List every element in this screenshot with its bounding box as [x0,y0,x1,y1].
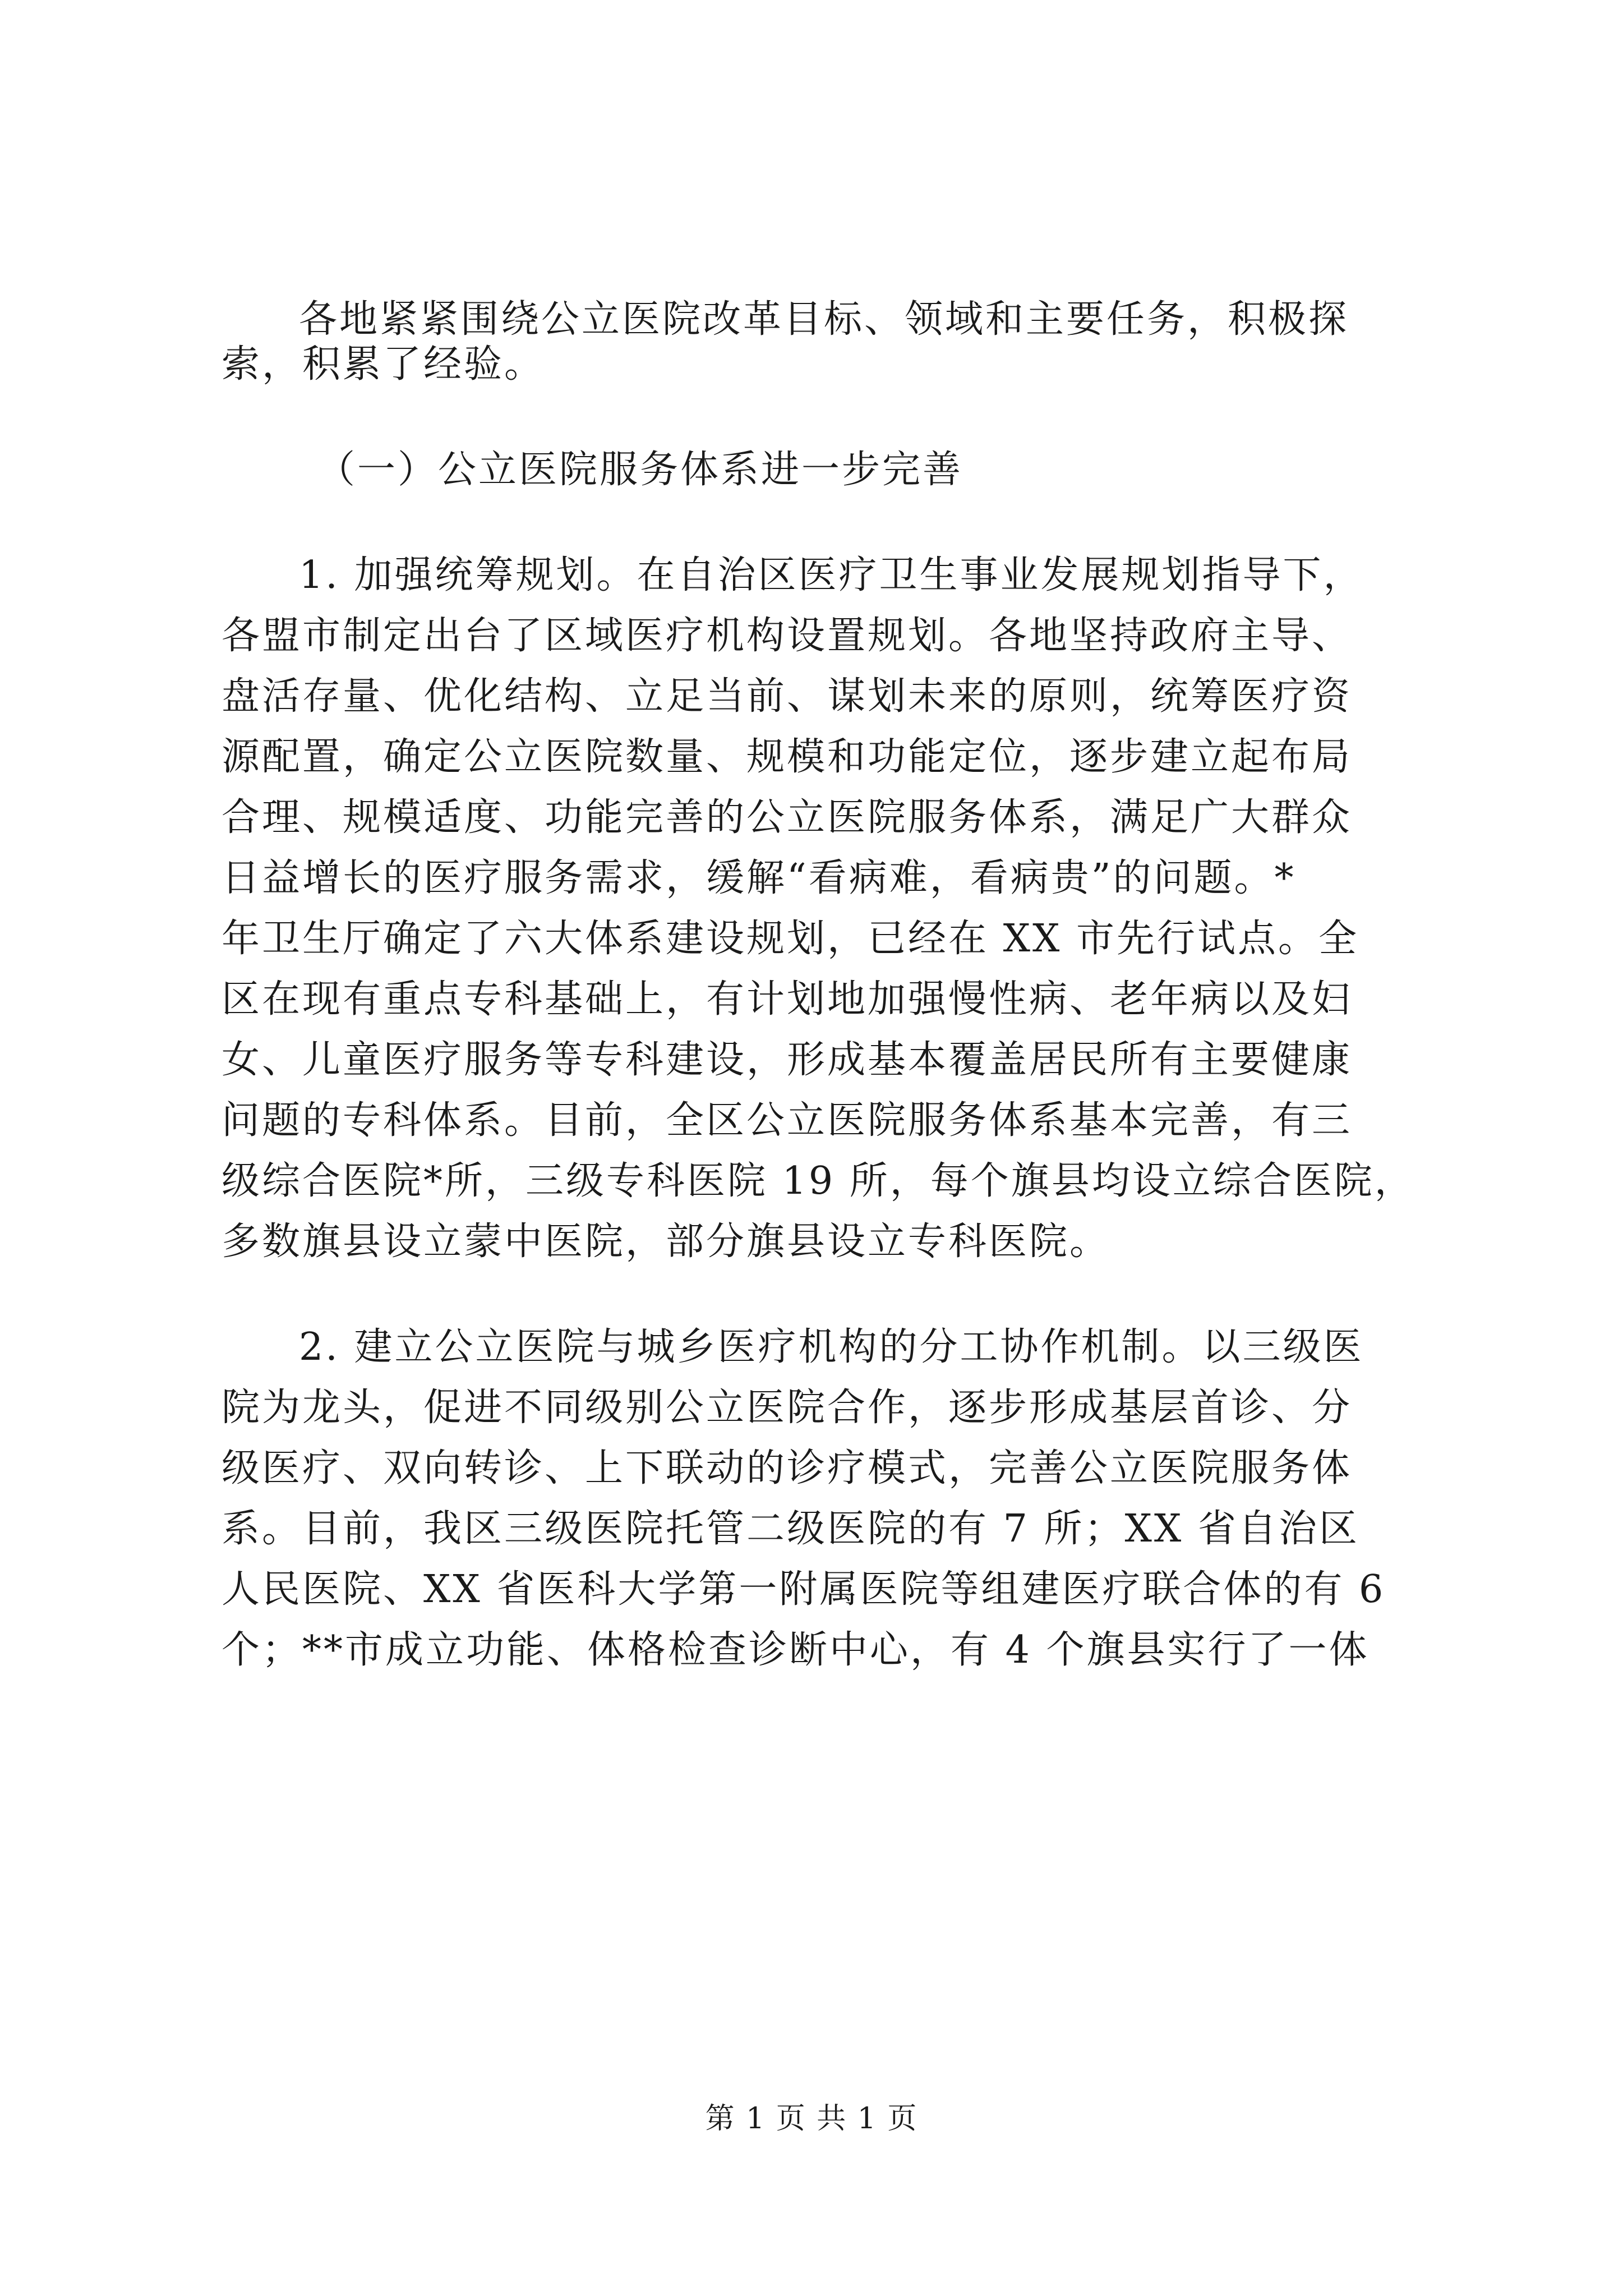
text-line: 合理、规模适度、功能完善的公立医院服务体系，满足广大群众 [222,795,1353,840]
paragraph-item-2 [222,1325,1410,1673]
text-line: 人民医院、XX 省医科大学第一附属医院等组建医疗联合体的有 6 [222,1567,1386,1612]
text-line: 源配置，确定公立医院数量、规模和功能定位，逐步建立起布局 [222,735,1353,779]
text-line: 个；**市成立功能、体格检查诊断中心，有 4 个旗县实行了一体 [222,1628,1370,1672]
text-line: 盘活存量、优化结构、立足当前、谋划未来的原则，统筹医疗资 [222,674,1353,719]
text-line: 2. 建立公立医院与城乡医疗机构的分工协作机制。以三级医 [299,1325,1364,1369]
page-number-label: 第 1 页 共 1 页 [705,2102,918,2136]
text-line: 1. 加强统筹规划。在自治区医疗卫生事业发展规划指导下， [299,553,1364,597]
text-line: 多数旗县设立蒙中医院，部分旗县设立专科医院。 [222,1220,1110,1264]
text-line: 女、儿童医疗服务等专科建设，形成基本覆盖居民所有主要健康 [222,1038,1353,1082]
text-line: 各盟市制定出台了区域医疗机构设置规划。各地坚持政府主导、 [222,614,1353,658]
text-line: 年卫生厅确定了六大体系建设规划，已经在 XX 市先行试点。全 [222,917,1359,961]
text-line: 索，积累了经验。 [222,342,545,386]
text-line: 系。目前，我区三级医院托管二级医院的有 7 所；XX 省自治区 [222,1507,1359,1551]
heading-line: （一）公立医院服务体系进一步完善 [317,448,963,492]
text-line: 日益增长的医疗服务需求，缓解“看病难，看病贵”的问题。* [222,856,1296,900]
text-line: 各地紧紧围绕公立医院改革目标、领域和主要任务，积极探 [299,297,1349,342]
text-line: 区在现有重点专科基础上，有计划地加强慢性病、老年病以及妇 [222,977,1353,1022]
text-line: 级医疗、双向转诊、上下联动的诊疗模式，完善公立医院服务体 [222,1446,1353,1490]
text-line: 级综合医院*所，三级专科医院 19 所，每个旗县均设立综合医院， [222,1159,1415,1203]
document-body [222,297,1415,1673]
text-line: 问题的专科体系。目前，全区公立医院服务体系基本完善，有三 [222,1098,1353,1143]
section-heading [222,448,1410,493]
paragraph-item-1 [222,553,1415,1264]
page-footer [0,2101,1623,2137]
text-line: 院为龙头，促进不同级别公立医院合作，逐步形成基层首诊、分 [222,1386,1353,1430]
paragraph-intro [222,297,1410,387]
